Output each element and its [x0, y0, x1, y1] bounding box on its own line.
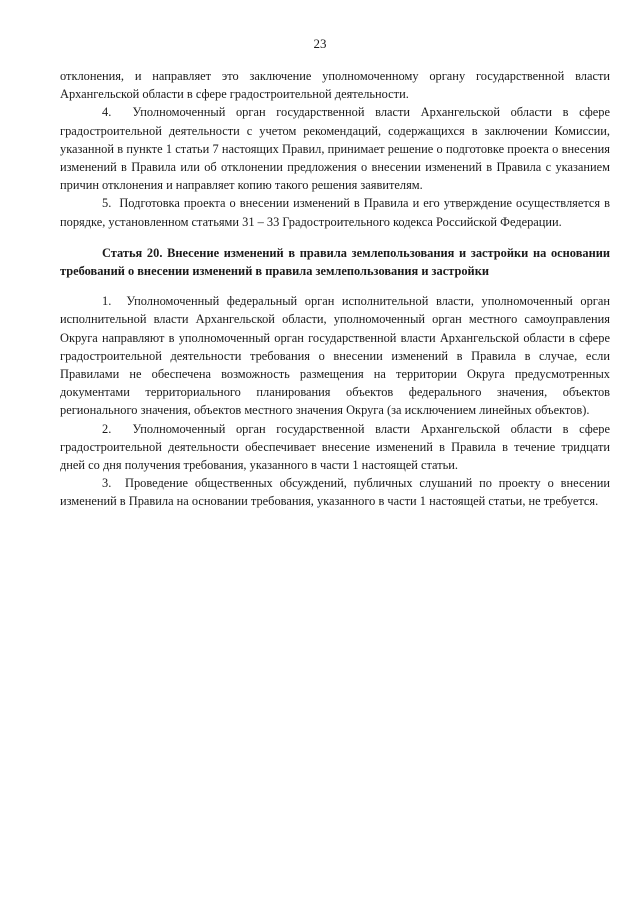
paragraph-continued: отклонения, и направляет это заключение уполномоченному органу государственной власти Архангельской области в сфере градостроительной деятельности. [60, 69, 610, 102]
document-body [60, 67, 610, 511]
paragraph-item-4: 4. Уполномоченный орган государственной власти Архангельской области в сфере градостроительной деятельности с учетом рекомендаций, содержащихся в заключении Комиссии, указанной в пункте 1 статьи 7 настоящих Правил, принимает решение о подготовке проекта о внесения изменений в Правила или об отклонении предложения о внесении изменений в Правила с указанием причин отклонения и направляет копию такого решения заявителям. [60, 105, 610, 193]
paragraph-item-5: 5. Подготовка проекта о внесении изменений в Правила и его утверждение осуществляется в порядке, установленном статьями 31 – 33 Градостроительного кодекса Российской Федерации. [60, 196, 610, 229]
article-item-2: 2. Уполномоченный орган государственной власти Архангельской области в сфере градостроительной деятельности обеспечивает внесение изменений в Правила в течение тридцати дней со дня получения требования, указанного в части 1 настоящей статьи. [60, 421, 610, 473]
article-item-1: 1. Уполномоченный федеральный орган исполнительной власти, уполномоченный орган исполнительной власти Архангельской области, уполномоченный орган местного самоуправления Округа направляют в уполномоченный орган государственной власти Архангельской области в сфере градостроительной деятельности требования о внесении изменений в Правила в случае, если Правилами не обеспечена возможность размещения на территории Округа предусмотренных документами территориального планирования объектов федерального значения, объектов регионального значения, объектов местного значения Округа (за исключением линейных объектов). [60, 294, 610, 418]
page-number: 23 [313, 36, 327, 51]
article-heading: Статья 20. Внесение изменений в правила землепользования и застройки на основании требований о внесении изменений в правила землепользования и застройки [60, 245, 610, 279]
article-item-3: 3. Проведение общественных обсуждений, публичных слушаний по проекту о внесении изменений в Правила на основании требования, указанного в части 1 настоящей статьи, не требуется. [60, 476, 610, 509]
